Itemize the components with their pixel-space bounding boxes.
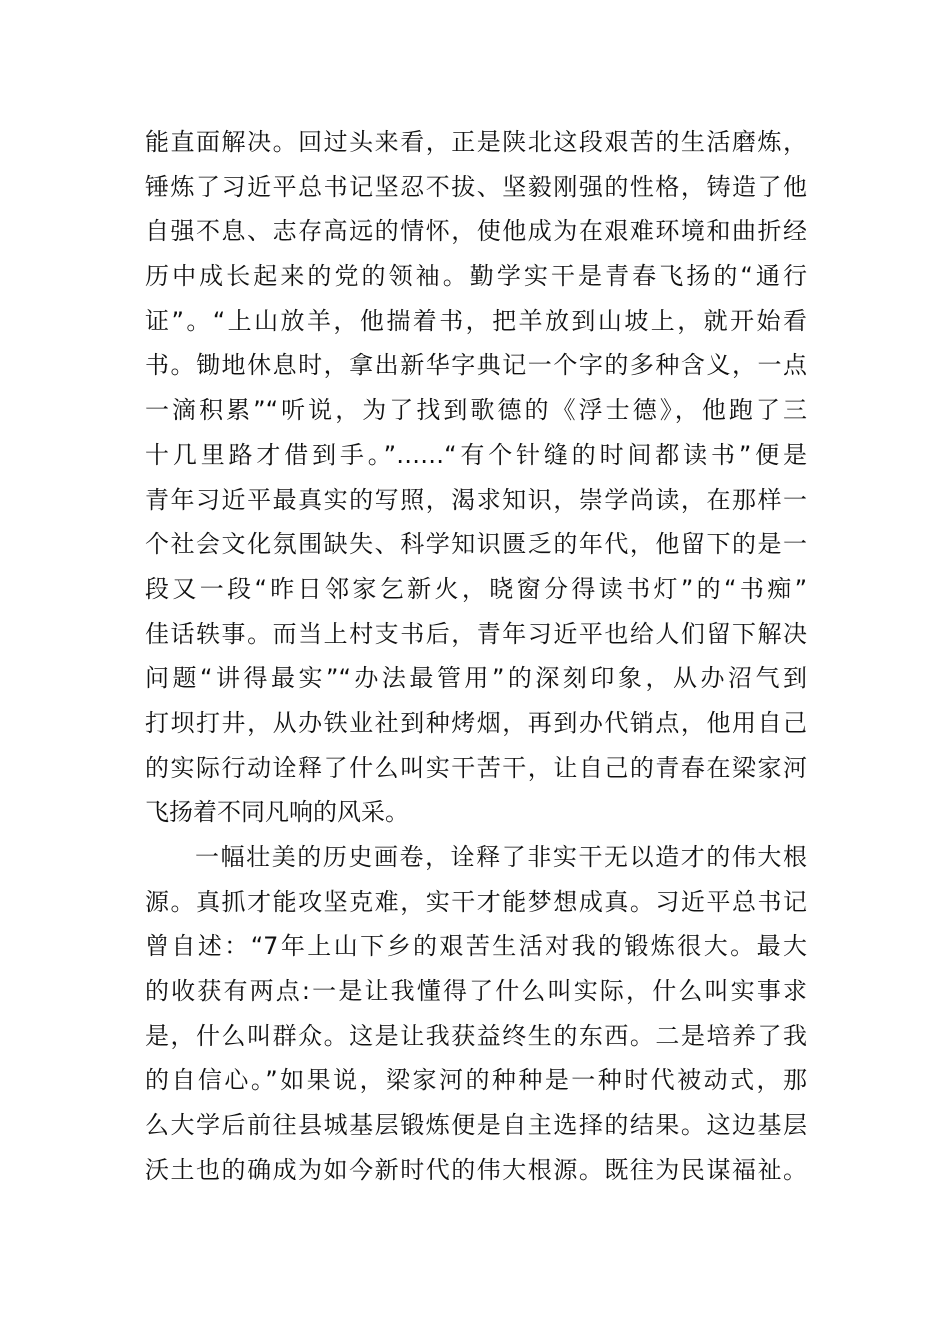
text-line: 一滴积累”“听说，为了找到歌德的《浮士德》，他跑了三 [145, 396, 807, 425]
text-line: 青年习近平最真实的写照，渴求知识，崇学尚读，在那样一 [145, 485, 807, 514]
text-line: 自强不息、志存高远的情怀，使他成为在艰难环境和曲折经 [145, 217, 807, 246]
text-line: 书。锄地休息时，拿出新华字典记一个字的多种含义，一点 [145, 351, 807, 380]
text-line: 么大学后前往县城基层锻炼便是自主选择的结果。这边基层 [145, 1111, 807, 1140]
document-body [145, 120, 807, 1193]
text-line: 是，什么叫群众。这是让我获益终生的东西。二是培养了我 [145, 1021, 807, 1050]
text-line: 历中成长起来的党的领袖。勤学实干是青春飞扬的“通行 [145, 262, 807, 291]
text-line: 能直面解决。回过头来看，正是陕北这段艰苦的生活磨炼， [145, 128, 807, 156]
text-line: 佳话轶事。而当上村支书后，青年习近平也给人们留下解决 [145, 619, 807, 648]
paragraph [145, 120, 807, 835]
text-line: 的收获有两点:一是让我懂得了什么叫实际，什么叫实事求 [145, 977, 807, 1006]
text-line: 的自信心。”如果说，梁家河的种种是一种时代被动式，那 [145, 1066, 807, 1095]
text-line: 一幅壮美的历史画卷，诠释了非实干无以造才的伟大根 [195, 843, 807, 871]
text-line: 问题“讲得最实”“办法最管用”的深刻印象，从办沼气到 [145, 664, 807, 693]
text-line: 曾自述：“7年上山下乡的艰苦生活对我的锻炼很大。最大 [145, 932, 807, 961]
text-line: 的实际行动诠释了什么叫实干苦干，让自己的青春在梁家河 [145, 753, 807, 782]
paragraph [145, 835, 807, 1193]
text-line: 证”。“上山放羊，他揣着书，把羊放到山坡上，就开始看 [145, 306, 807, 335]
text-line: 锤炼了习近平总书记坚忍不拔、坚毅刚强的性格，铸造了他 [145, 172, 807, 201]
text-line: 段又一段“昨日邻家乞新火，晓窗分得读书灯”的“书痴” [145, 574, 807, 603]
text-line: 个社会文化氛围缺失、科学知识匮乏的年代，他留下的是一 [145, 530, 807, 559]
text-line: 飞扬着不同凡响的风采。 [145, 798, 409, 827]
text-line: 十几里路才借到手。”……“有个针缝的时间都读书”便是 [145, 440, 807, 469]
text-line: 源。真抓才能攻坚克难，实干才能梦想成真。习近平总书记 [145, 887, 807, 916]
text-line: 沃土也的确成为如今新时代的伟大根源。既往为民谋福祉。 [145, 1155, 807, 1184]
text-line: 打坝打井，从办铁业社到种烤烟，再到办代销点，他用自己 [145, 708, 807, 737]
